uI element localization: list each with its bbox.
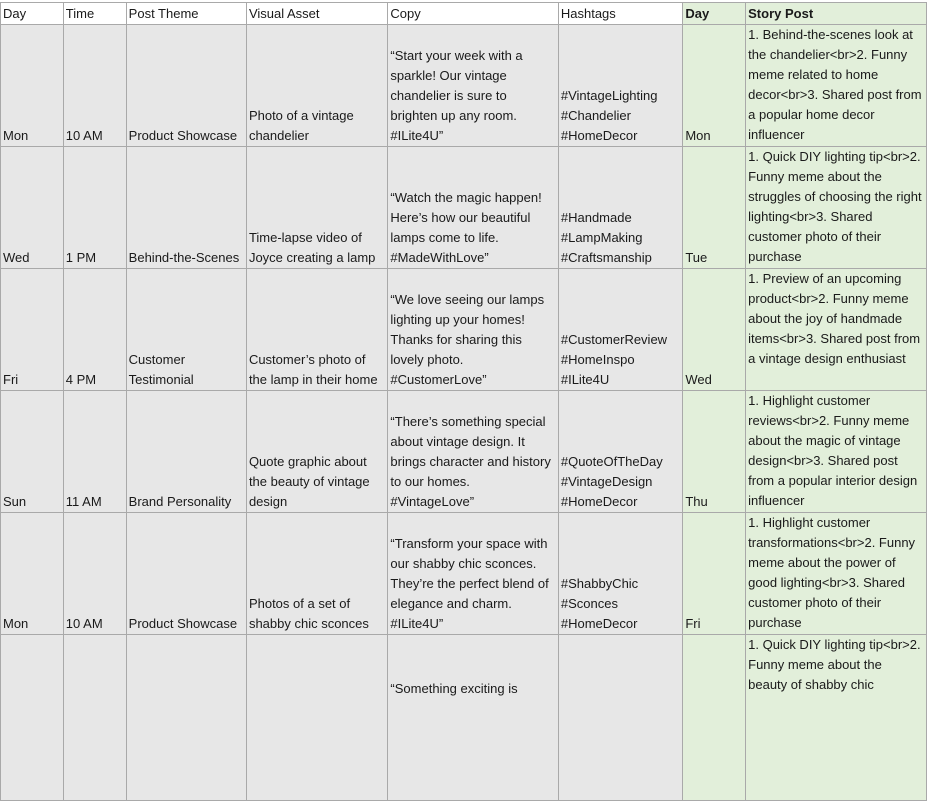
cell-copy[interactable]: “There’s something special about vintage design. It brings character and history to our homes. #VintageLove” bbox=[388, 391, 558, 513]
cell-story-post[interactable]: 1. Behind-the-scenes look at the chandelier<br>2. Funny meme related to home decor<br>3. Shared post from a popular home decor influencer bbox=[746, 25, 927, 147]
table-row bbox=[1, 635, 927, 801]
cell-hashtags[interactable]: #VintageLighting #Chandelier #HomeDecor bbox=[558, 25, 682, 147]
cell-visual-asset[interactable]: Quote graphic about the beauty of vintage design bbox=[246, 391, 387, 513]
cell-hashtags[interactable]: #CustomerReview #HomeInspo #ILite4U bbox=[558, 269, 682, 391]
cell-story-post[interactable]: 1. Quick DIY lighting tip<br>2. Funny meme about the struggles of choosing the right lighting<br>3. Shared customer photo of their purchase bbox=[746, 147, 927, 269]
cell-post-theme[interactable]: Product Showcase bbox=[126, 513, 246, 635]
header-visual-asset[interactable]: Visual Asset bbox=[246, 3, 387, 25]
cell-copy[interactable]: “Watch the magic happen! Here’s how our beautiful lamps come to life. #MadeWithLove” bbox=[388, 147, 558, 269]
cell-visual-asset[interactable] bbox=[246, 635, 387, 801]
table-row bbox=[1, 269, 927, 391]
cell-story-day[interactable]: Wed bbox=[683, 269, 746, 391]
cell-visual-asset[interactable]: Photo of a vintage chandelier bbox=[246, 25, 387, 147]
cell-story-post[interactable]: 1. Preview of an upcoming product<br>2. Funny meme about the joy of handmade items<br>3. Shared post from a vintage design enthusiast bbox=[746, 269, 927, 391]
header-day[interactable]: Day bbox=[1, 3, 64, 25]
cell-time[interactable]: 4 PM bbox=[63, 269, 126, 391]
cell-copy[interactable]: “Something exciting is bbox=[388, 635, 558, 801]
cell-day[interactable]: Mon bbox=[1, 25, 64, 147]
cell-copy[interactable]: “Start your week with a sparkle! Our vintage chandelier is sure to brighten up any room. #ILite4U” bbox=[388, 25, 558, 147]
cell-hashtags[interactable]: #Handmade #LampMaking #Craftsmanship bbox=[558, 147, 682, 269]
header-copy[interactable]: Copy bbox=[388, 3, 558, 25]
cell-time[interactable]: 10 AM bbox=[63, 25, 126, 147]
cell-story-day[interactable]: Mon bbox=[683, 25, 746, 147]
cell-post-theme[interactable]: Customer Testimonial bbox=[126, 269, 246, 391]
cell-hashtags[interactable] bbox=[558, 635, 682, 801]
cell-time[interactable]: 11 AM bbox=[63, 391, 126, 513]
cell-post-theme[interactable]: Brand Personality bbox=[126, 391, 246, 513]
cell-story-day[interactable]: Thu bbox=[683, 391, 746, 513]
cell-copy[interactable]: “Transform your space with our shabby chic sconces. They’re the perfect blend of elegance and charm. #ILite4U” bbox=[388, 513, 558, 635]
header-story-post[interactable]: Story Post bbox=[746, 3, 927, 25]
cell-hashtags[interactable]: #ShabbyChic #Sconces #HomeDecor bbox=[558, 513, 682, 635]
table-row bbox=[1, 25, 927, 147]
cell-time[interactable]: 10 AM bbox=[63, 513, 126, 635]
cell-visual-asset[interactable]: Customer’s photo of the lamp in their home bbox=[246, 269, 387, 391]
header-post-theme[interactable]: Post Theme bbox=[126, 3, 246, 25]
cell-post-theme[interactable]: Product Showcase bbox=[126, 25, 246, 147]
cell-day[interactable]: Wed bbox=[1, 147, 64, 269]
cell-day[interactable] bbox=[1, 635, 64, 801]
cell-story-post[interactable]: 1. Highlight customer reviews<br>2. Funny meme about the magic of vintage design<br>3. Shared post from a popular interior design influencer bbox=[746, 391, 927, 513]
cell-day[interactable]: Mon bbox=[1, 513, 64, 635]
header-row bbox=[1, 3, 927, 25]
cell-story-post[interactable]: 1. Quick DIY lighting tip<br>2. Funny meme about the beauty of shabby chic bbox=[746, 635, 927, 801]
table-row bbox=[1, 513, 927, 635]
cell-post-theme[interactable] bbox=[126, 635, 246, 801]
content-calendar-table bbox=[0, 2, 927, 801]
header-time[interactable]: Time bbox=[63, 3, 126, 25]
header-story-day[interactable]: Day bbox=[683, 3, 746, 25]
cell-time[interactable] bbox=[63, 635, 126, 801]
table-row bbox=[1, 391, 927, 513]
cell-story-day[interactable]: Tue bbox=[683, 147, 746, 269]
cell-visual-asset[interactable]: Time-lapse video of Joyce creating a lamp bbox=[246, 147, 387, 269]
cell-story-post[interactable]: 1. Highlight customer transformations<br>2. Funny meme about the power of good lighting<br>3. Shared customer photo of their purchase bbox=[746, 513, 927, 635]
cell-day[interactable]: Fri bbox=[1, 269, 64, 391]
cell-story-day[interactable] bbox=[683, 635, 746, 801]
cell-post-theme[interactable]: Behind-the-Scenes bbox=[126, 147, 246, 269]
cell-story-day[interactable]: Fri bbox=[683, 513, 746, 635]
cell-time[interactable]: 1 PM bbox=[63, 147, 126, 269]
header-hashtags[interactable]: Hashtags bbox=[558, 3, 682, 25]
cell-day[interactable]: Sun bbox=[1, 391, 64, 513]
table-row bbox=[1, 147, 927, 269]
cell-copy[interactable]: “We love seeing our lamps lighting up your homes! Thanks for sharing this lovely photo. #CustomerLove” bbox=[388, 269, 558, 391]
cell-visual-asset[interactable]: Photos of a set of shabby chic sconces bbox=[246, 513, 387, 635]
cell-hashtags[interactable]: #QuoteOfTheDay #VintageDesign #HomeDecor bbox=[558, 391, 682, 513]
